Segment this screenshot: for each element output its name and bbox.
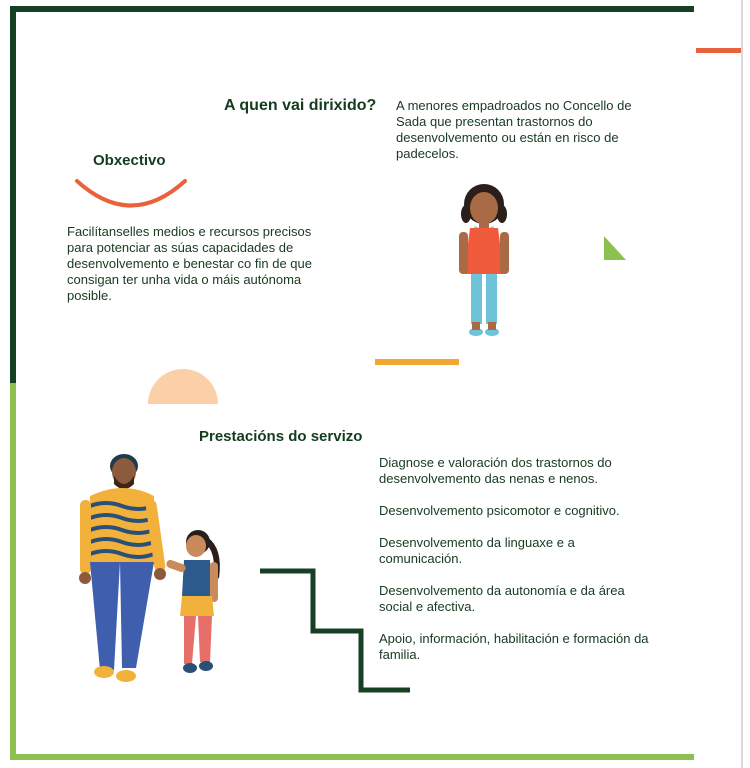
- green-triangle-shape: [604, 236, 626, 260]
- orange-arc-shape: [74, 178, 188, 210]
- frame-left-border-dark: [10, 6, 16, 383]
- obxectivo-heading: Obxectivo: [93, 152, 166, 169]
- dirixido-heading: A quen vai dirixido?: [224, 97, 377, 114]
- prestacions-list: [379, 455, 649, 679]
- girl-illustration: [452, 182, 516, 342]
- page-right-edge: [741, 0, 743, 768]
- frame-top-border: [10, 6, 694, 12]
- obxectivo-text: Facilítanselles medios e recursos precisos para potenciar as súas capacidades de desenvolvemento e benestar co fin de que consigan ter unha vida o máis autónoma posible.: [67, 224, 313, 303]
- orange-accent-line: [696, 48, 741, 53]
- peach-semicircle-shape: [148, 368, 218, 404]
- service-item: Apoio, información, habilitación e formación da familia.: [379, 631, 649, 662]
- yellow-accent-line: [375, 359, 459, 365]
- service-item: Diagnose e valoración dos trastornos do desenvolvemento das nenas e nenos.: [379, 455, 612, 486]
- prestacions-heading: Prestacións do servizo: [199, 428, 363, 445]
- service-item: Desenvolvemento da linguaxe e a comunicación.: [379, 535, 575, 566]
- dirixido-text: A menores empadroados no Concello de Sada que presentan trastornos do desenvolvemento ou están en risco de padecelos.: [396, 98, 632, 161]
- frame-left-border-green: [10, 383, 16, 760]
- service-item: Desenvolvemento psicomotor e cognitivo.: [379, 503, 620, 518]
- service-item: Desenvolvemento da autonomía e da área social e afectiva.: [379, 583, 625, 614]
- father-daughter-illustration: [74, 450, 234, 686]
- frame-bottom-border: [10, 754, 694, 760]
